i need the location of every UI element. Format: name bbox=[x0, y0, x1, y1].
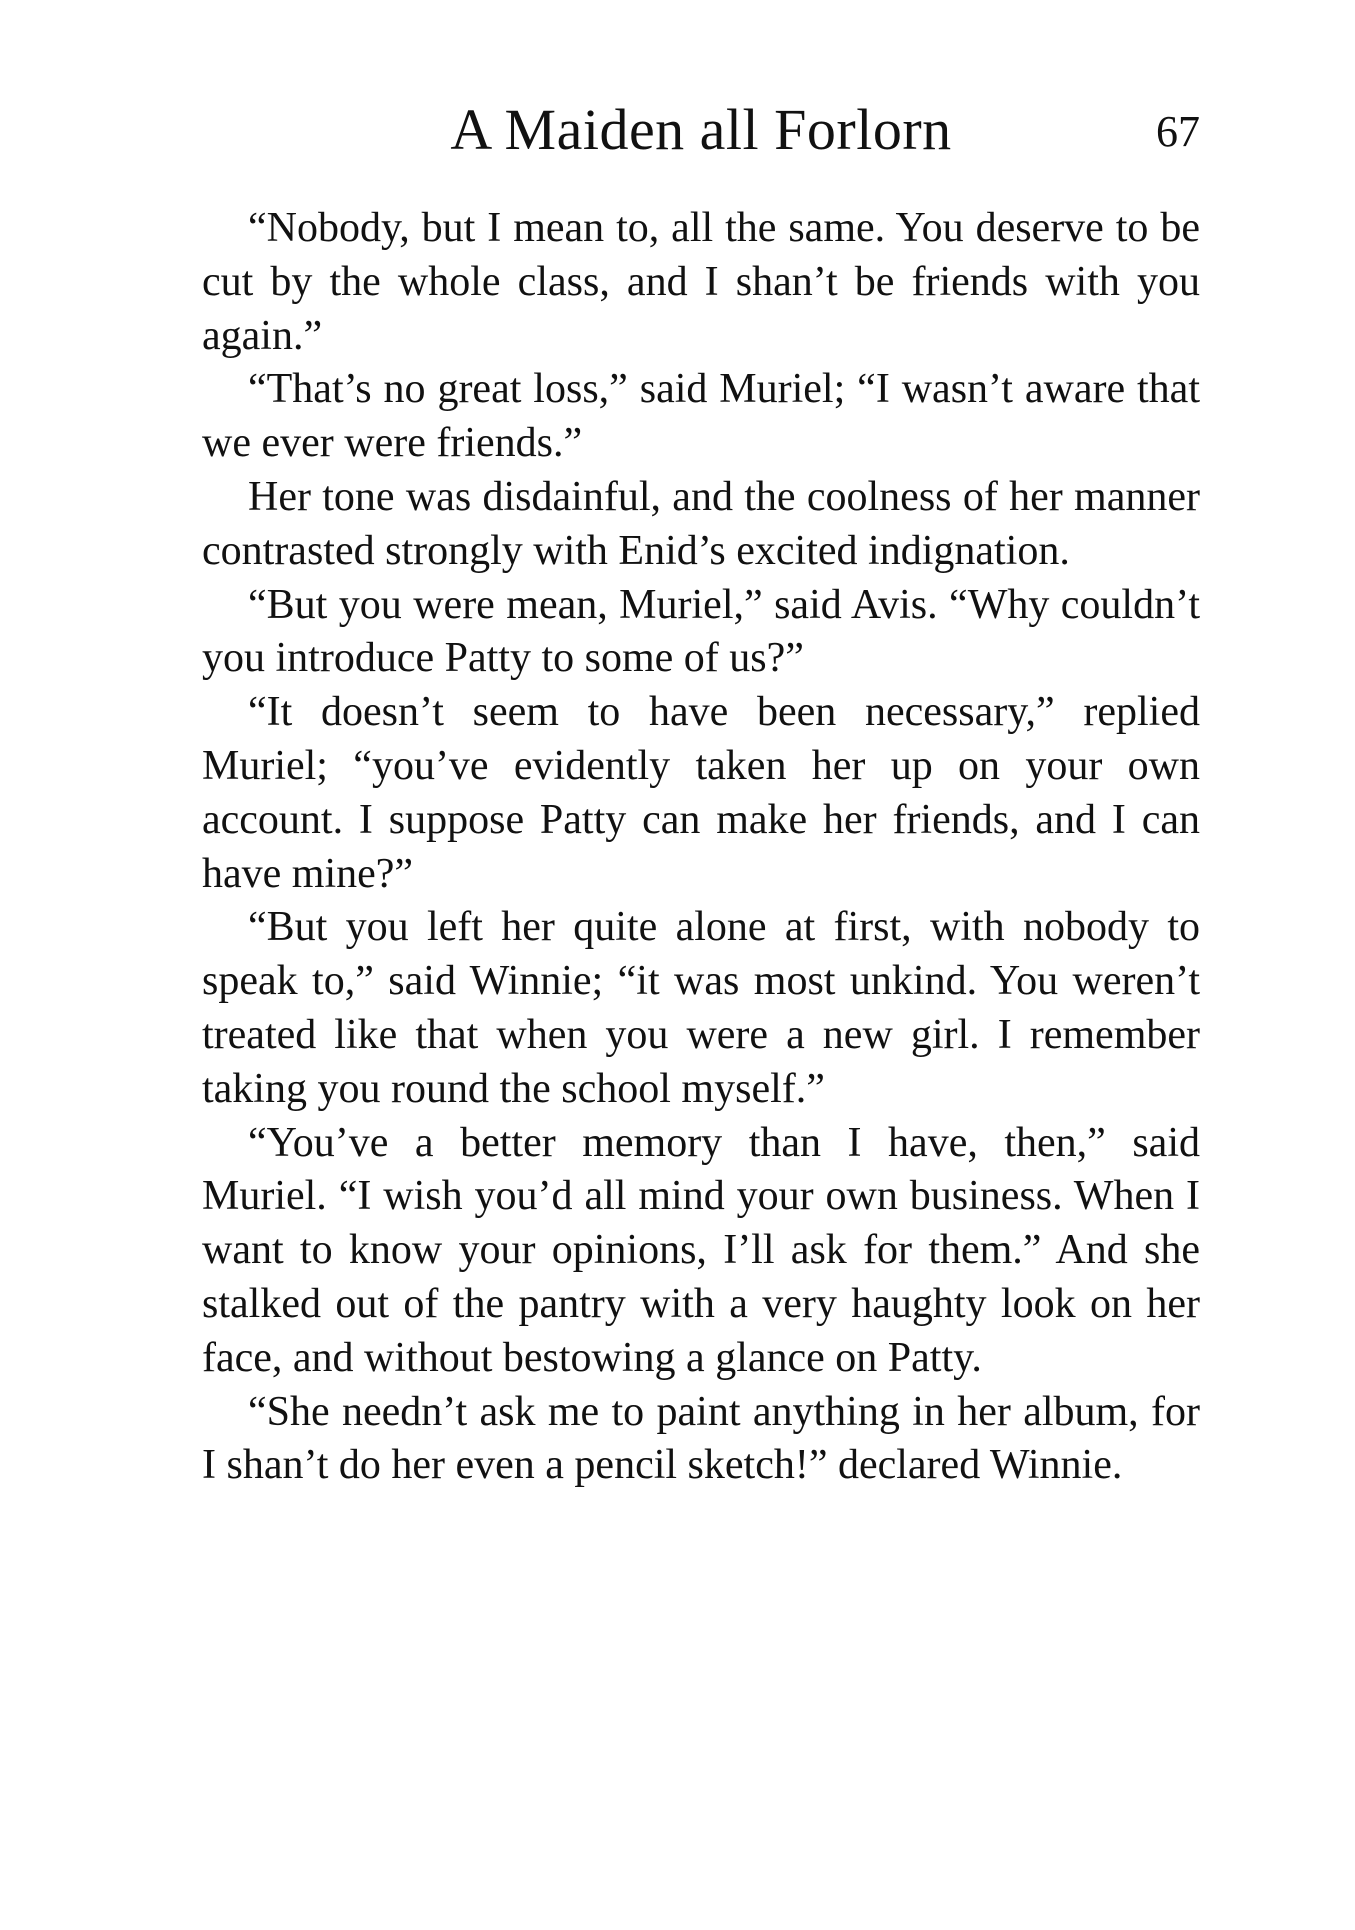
paragraph: “You’ve a better memory than I have, then,” said Muriel. “I wish you’d all mind your own business. When I want to know your opinions, I’ll ask for them.” And she stalked out of the pantry with a very haughty look on her face, and without bestowing a glance on Patty. bbox=[202, 1119, 1200, 1381]
page-number: 67 bbox=[1156, 107, 1200, 156]
running-title: A Maiden all Forlorn bbox=[450, 97, 952, 162]
paragraph: “She needn’t ask me to paint anything in her album, for I shan’t do her even a pencil sketch!” declared Winnie. bbox=[202, 1388, 1200, 1489]
paragraph: “But you left her quite alone at first, with nobody to speak to,” said Winnie; “it was most unkind. You weren’t treated like that when you were a new girl. I remember taking you round the school myself.” bbox=[202, 904, 1200, 1112]
paragraph: “But you were mean, Muriel,” said Avis. “Why couldn’t you introduce Patty to some of us?” bbox=[202, 581, 1200, 682]
paragraph: “It doesn’t seem to have been necessary,” replied Muriel; “you’ve evidently taken her up on your own account. I suppose Patty can make her friends, and I can have mine?” bbox=[202, 689, 1200, 897]
paragraph: “That’s no great loss,” said Muriel; “I wasn’t aware that we ever were friends.” bbox=[202, 366, 1200, 467]
paragraph: Her tone was disdainful, and the coolness of her manner contrasted strongly with Enid’s excited indignation. bbox=[202, 473, 1200, 574]
page-header bbox=[202, 95, 1200, 165]
paragraph: “Nobody, but I mean to, all the same. You deserve to be cut by the whole class, and I shan’t be friends with you again.” bbox=[202, 205, 1200, 359]
body-text bbox=[202, 202, 1200, 1493]
